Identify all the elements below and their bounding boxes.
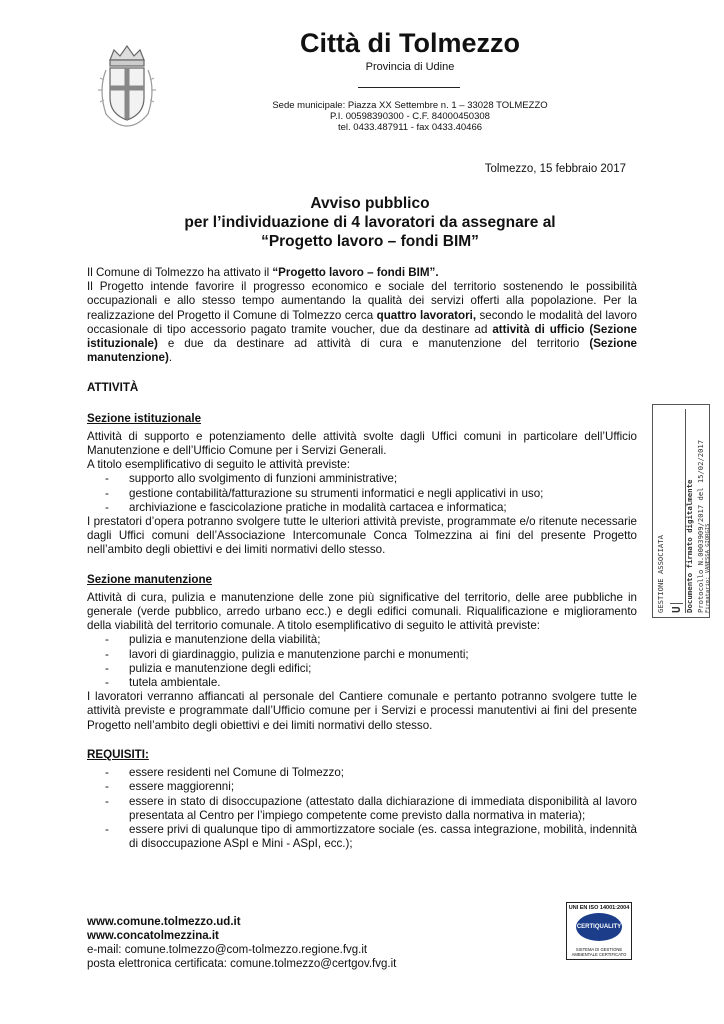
cert-norm: UNI EN ISO 14001:2004 — [568, 905, 630, 911]
maintenance-section: (Sezione manutenzione) — [87, 337, 637, 365]
website-link[interactable]: www.comune.tolmezzo.ud.it — [87, 916, 241, 928]
list-item: - pulizia e manutenzione della viabilità; — [87, 633, 637, 647]
stamp-letter — [670, 409, 686, 613]
list-item: - essere maggiorenni; — [87, 780, 637, 794]
certification-badge — [566, 902, 632, 960]
header-divider — [358, 87, 460, 88]
tax-line: P.I. 00598390300 - C.F. 84000450308 — [330, 111, 490, 122]
city-name: Città di Tolmezzo — [300, 28, 520, 58]
office-section: attività di ufficio (Sezione istituzionale) — [87, 322, 637, 351]
requirements-list — [87, 766, 637, 851]
city-crest-logo — [96, 40, 158, 130]
project-name: “Progetto lavoro – fondi BIM”. — [272, 266, 439, 279]
intro-paragraph-2 — [87, 280, 637, 365]
maintenance-closing: I lavoratori verranno affiancati al personale del Cantiere comunale e pertanto potranno svolgere tutte le attività previste e programmate dall’Ufficio comune per i Servizi e processi manutentivi ai fini del presente Progetto nell’ambito degli obiettivi e dei limiti normativi dello stesso. — [87, 690, 637, 732]
institutional-list — [87, 472, 637, 515]
institutional-closing: I prestatori d’opera potranno svolgere tutte le ulteriori attività previste, programmate e/o ritenute necessarie dagli Uffici comuni dell’Associazione Intercomunale Conca Tolmezzina ai fini del presente Progetto nell’ambito degli obiettivi e dei limiti normativi dello stesso. — [87, 515, 637, 557]
list-item: - pulizia e manutenzione degli edifici; — [87, 662, 637, 676]
stamp-signer: Firmatario: VANESSA GIORGIS — [705, 523, 711, 613]
intro-text: . — [168, 351, 173, 365]
stamp-association: GESTIONE ASSOCIATA — [656, 535, 665, 613]
email-line: e-mail: comune.tolmezzo@com-tolmezzo.regione.fvg.it — [87, 944, 368, 956]
intro-text: Il Comune di Tolmezzo ha attivato il — [87, 266, 273, 279]
list-item: - essere in stato di disoccupazione (attestato dalla dichiarazione di immediata disponibilità al lavoro presentata al Centro per l’impiego competente come previsto dalla normativa in materia); — [87, 795, 637, 823]
maintenance-paragraph: Attività di cura, pulizia e manutenzione delle zone più significative del territorio, delle aree pubbliche in generale (verde pubblico, arredo urbano ecc.) e degli edifici comunali. Riqualificazione e miglioramento della viabilità del territorio comunale. A titolo esemplificativo di seguito le attività previste: — [87, 590, 637, 633]
document-date: Tolmezzo, 15 febbraio 2017 — [484, 163, 626, 175]
workers-count: quattro lavoratori, — [376, 308, 477, 322]
activities-heading: ATTIVITÀ — [87, 381, 139, 395]
list-item: - lavori di giardinaggio, pulizia e manutenzione parchi e monumenti; — [87, 648, 637, 662]
list-item: - essere privi di qualunque tipo di ammortizzatore sociale (es. cassa integrazione, mobilità, indennità di disoccupazione ASpI e Mini - ASpI, ecc.); — [87, 823, 637, 851]
stamp-signed: Documento firmato digitalmente — [685, 479, 694, 613]
document-body — [87, 266, 637, 851]
list-item: - essere residenti nel Comune di Tolmezzo; — [87, 766, 637, 780]
institutional-paragraph: Attività di supporto e potenziamento delle attività svolte dagli Uffici comuni in particolare dell’Ufficio Manutenzione e dell’Ufficio Comune per i Servizi Generali. — [87, 429, 637, 458]
intro-text: e due da destinare ad attività di cura e manutenzione del territorio — [157, 337, 590, 351]
notice-title-line3: “Progetto lavoro – fondi BIM” — [261, 233, 479, 250]
institutional-intro: A titolo esemplificativo di seguito le attività previste: — [87, 458, 350, 472]
stamp-protocol: Protocollo N.0003909/2017 del 15/02/2017 — [696, 439, 705, 613]
intro-text: secondo le modalità del lavoro occasionale di tipo accessorio pagato tramite voucher, due da destinare ad — [87, 308, 637, 336]
digital-signature-stamp — [652, 404, 710, 618]
address-line: Sede municipale: Piazza XX Settembre n. 1 – 33028 TOLMEZZO — [272, 100, 548, 111]
list-item: - archiviazione e fascicolazione pratiche in modalità cartacea e informatica; — [87, 501, 637, 515]
website-link[interactable]: www.concatolmezzina.it — [87, 930, 219, 942]
list-item: - gestione contabilità/fatturazione su strumenti informatici e negli applicativi in uso; — [87, 487, 637, 501]
requirements-heading: REQUISITI: — [87, 747, 149, 761]
notice-title-line2: per l’individuazione di 4 lavoratori da assegnare al — [184, 214, 556, 231]
pec-line: posta elettronica certificata: comune.tolmezzo@certgov.fvg.it — [87, 958, 397, 970]
list-item: - tutela ambientale. — [87, 676, 637, 690]
notice-title-line1: Avviso pubblico — [310, 195, 430, 212]
stamp-letter-u: U — [670, 603, 683, 613]
intro-text: Il Progetto intende favorire il progresso economico e sociale del territorio sostenendo le possibilità occupazionali e allo stesso tempo aumentando la qualità dei servizi offerti alla popolazione. Per la realizzazione del Progetto il Comune di Tolmezzo cerca — [87, 280, 637, 322]
cert-caption: SISTEMA DI GESTIONE AMBIENTALE CERTIFICATO — [571, 947, 627, 957]
footer-contacts — [87, 915, 396, 971]
province-name: Provincia di Udine — [365, 61, 455, 73]
maintenance-list — [87, 633, 637, 690]
certiquality-logo: CERTIQUALITY — [576, 913, 622, 941]
list-item: - supporto allo svolgimento di funzioni amministrative; — [87, 472, 637, 486]
maintenance-heading: Sezione manutenzione — [87, 572, 212, 586]
institutional-heading: Sezione istituzionale — [87, 411, 202, 425]
phone-line: tel. 0433.487911 - fax 0433.40466 — [337, 122, 483, 133]
intro-paragraph-1 — [87, 266, 637, 280]
